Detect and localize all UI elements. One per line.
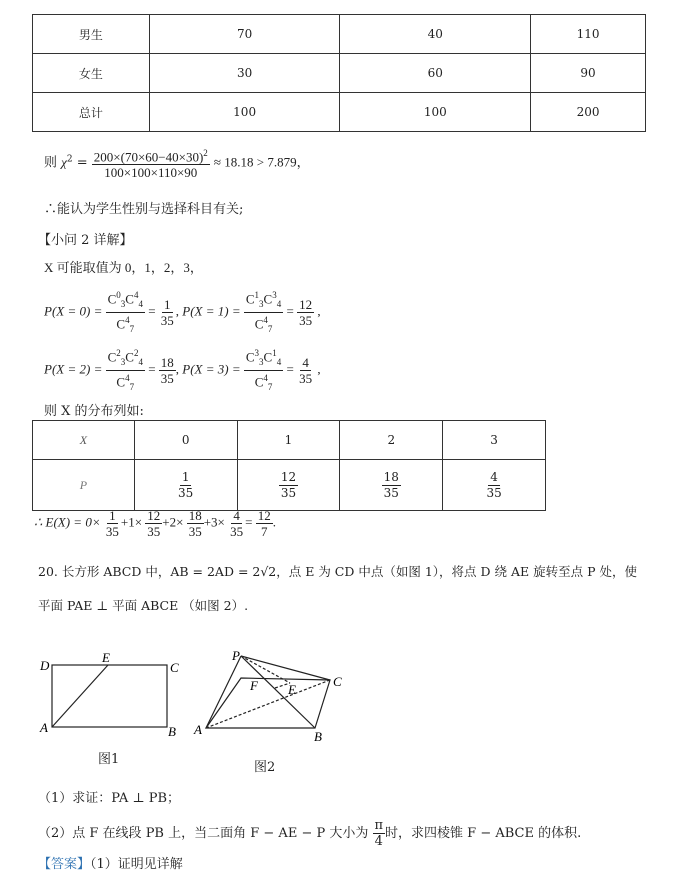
table-cell: $\frac{1}{35}$ [134,460,237,511]
label-A: A [40,720,48,735]
prob-line-1: P(X = 0) = $\frac{C^0_3C^4_4}{C^4_7}$ = $\frac{1}{35}$ , P(X = 1) = $\frac{C^1_3C^3_4}{C^4_7}$ = $\frac{12}{35}$ , [44,288,321,337]
figure-2-caption: 图2 [254,760,276,775]
label-B: B [168,724,176,739]
q2-part-a: （2）点 F 在线段 PB 上，当二面角 F − AE − P 大小为 [38,826,369,841]
label-P: P [232,648,240,663]
label-B: B [314,729,322,744]
table-cell: 0 [134,421,237,460]
p2-value: $\frac{18}{35}$ [160,354,174,386]
table-row [33,421,546,460]
figure-1-caption: 图1 [98,752,120,767]
table-cell: 100 [340,93,531,132]
p1-value: $\frac{12}{35}$ [299,296,313,328]
label-D: D [40,658,50,673]
table-cell: 70 [149,15,340,54]
conclusion-text: ∴能认为学生性别与选择科目有关; [44,202,244,217]
chi-symbol: χ [61,154,67,170]
table-cell: P [33,460,135,511]
label-A: A [194,722,202,737]
p0-lhs: P(X = 0) = [44,303,103,319]
contingency-table [32,14,646,132]
distribution-intro: 则 X 的分布列如: [44,404,144,419]
label-E: E [102,650,110,665]
table-cell: 40 [340,15,531,54]
chi-prefix: 则 [44,155,58,171]
p0-value: $\frac{1}{35}$ [160,296,174,328]
question-20-line1: 20. 长方形 ABCD 中，AB = 2AD = 2√2，点 E 为 CD 中点（如图 1），将点 D 绕 AE 旋转至点 P 处，使 [38,564,637,579]
subquestion-2-heading: 【小问 2 详解】 [38,233,133,248]
table-cell: 2 [340,421,443,460]
table-row [33,54,646,93]
label-C: C [333,674,342,689]
p3-lhs: P(X = 3) = [182,361,241,377]
table-cell: 200 [531,93,646,132]
table-cell: 110 [531,15,646,54]
question-2-text [38,818,581,849]
table-cell: 3 [443,421,546,460]
p1-lhs: P(X = 1) = [182,303,241,319]
table-cell: 30 [149,54,340,93]
p2-lhs: P(X = 2) = [44,361,103,377]
label-E: E [288,682,296,697]
question-1-text: （1）求证：PA ⊥ PB； [38,791,181,806]
label-F: F [250,678,258,693]
table-cell: 总计 [33,93,150,132]
table-cell: 女生 [33,54,150,93]
answer-line [38,853,183,872]
table-cell: X [33,421,135,460]
figure-2-pyramid [190,648,360,748]
table-cell: 60 [340,54,531,93]
table-row [33,93,646,132]
combination-fraction: $\frac{C^2_3C^2_4}{C^4_7}$ [107,348,143,392]
chi-numerator: 200×(70×60−40×30) [93,149,204,165]
table-cell: 男生 [33,15,150,54]
chi-square-formula: 则 $\chi^2$ = $\frac{200\times(70\times 60-40\times 30)^2}{100\times 100\times 110\times 90}$ ≈ 18.18 > 7.879， [44,148,310,181]
chi-tail: ≈ 18.18 > 7.879， [213,154,310,170]
ex-lhs: ∴ E(X) = 0× [34,514,101,530]
expectation-formula: ∴ E(X) = 0× $\frac{1}{35}$ +1× $\frac{12}{35}$ +2× $\frac{18}{35}$ +3× $\frac{4}{35}$ = $\frac{12}{7}$ . [34,508,276,539]
question-20-line2: 平面 PAE ⊥ 平面 ABCE （如图 2）. [38,598,249,613]
q2-part-b: 时，求四棱锥 F − ABCE 的体积. [385,826,582,841]
answer-text: （1）证明见详解 [90,857,183,872]
distribution-table [32,420,546,511]
table-cell: 100 [149,93,340,132]
chi-denominator: 100×100×110×90 [104,165,198,181]
label-C: C [170,660,179,675]
chi-fraction: $\frac{200\times(70\times 60-40\times 30)^2}{100\times 100\times 110\times 90}$ [93,148,208,181]
combination-fraction: $\frac{C^3_3C^1_4}{C^4_7}$ [245,348,282,392]
pi-over-4: $\frac{\pi}{4}$ [374,818,384,849]
prob-line-2: P(X = 2) = $\frac{C^2_3C^2_4}{C^4_7}$ = $\frac{18}{35}$ , P(X = 3) = $\frac{C^3_3C^1_4}{C^4_7}$ = $\frac{4}{35}$ , [44,346,321,395]
p3-value: $\frac{4}{35}$ [299,354,313,386]
combination-fraction: $\frac{C^0_3C^4_4}{C^4_7}$ [107,290,143,334]
answer-tag: 【答案】 [38,857,91,872]
combination-fraction: $\frac{C^1_3C^3_4}{C^4_7}$ [245,290,282,334]
table-cell: 1 [237,421,340,460]
table-cell: $\frac{4}{35}$ [443,460,546,511]
table-cell: $\frac{18}{35}$ [340,460,443,511]
table-row [33,460,546,511]
table-row [33,15,646,54]
table-cell: $\frac{12}{35}$ [237,460,340,511]
x-values-text: X 可能取值为 0，1，2，3， [44,260,203,275]
table-cell: 90 [531,54,646,93]
